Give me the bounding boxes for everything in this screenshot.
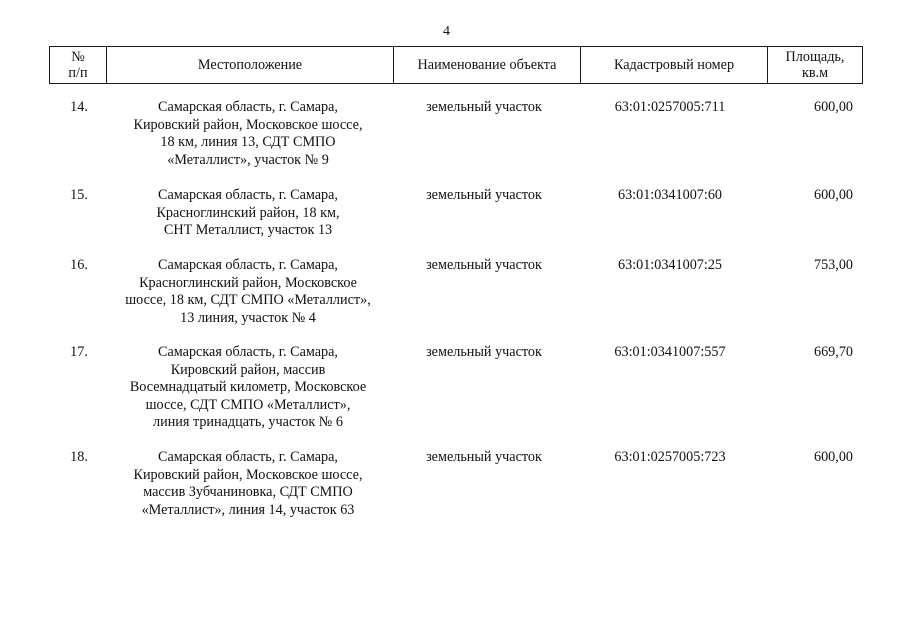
location-line: Кировский район, Московское шоссе, <box>133 116 363 133</box>
header-area-unit: кв.м <box>801 65 829 81</box>
location-line: Красноглинский район, 18 км, <box>156 204 340 221</box>
row-location <box>105 257 391 327</box>
row-number: 18. <box>70 449 88 465</box>
header-row <box>50 47 863 84</box>
row-cadastral: 63:01:0341007:557 <box>614 344 726 360</box>
location-line: «Металлист», участок № 9 <box>167 151 329 168</box>
row-object-name: земельный участок <box>426 344 542 360</box>
row-number: 14. <box>70 99 88 115</box>
row-cadastral: 63:01:0341007:60 <box>617 187 723 203</box>
location-line: шоссе, 18 км, СДТ СМПО «Металлист», <box>125 292 371 308</box>
row-object-name: земельный участок <box>426 257 542 273</box>
location-line: Самарская область, г. Самара, <box>158 257 338 273</box>
row-number: 16. <box>70 257 88 273</box>
row-cadastral: 63:01:0257005:723 <box>614 449 726 465</box>
row-location <box>105 344 391 432</box>
location-line: «Металлист», линия 14, участок 63 <box>141 501 355 518</box>
row-object-name: земельный участок <box>426 99 542 115</box>
row-number: 17. <box>70 344 88 360</box>
row-number: 15. <box>70 187 88 203</box>
row-area: 753,00 <box>813 257 853 273</box>
header-object-name: Наименование объекта <box>394 47 581 84</box>
location-line: массив Зубчаниновка, СДТ СМПО <box>143 484 353 500</box>
location-line: Кировский район, Московское шоссе, <box>133 466 363 483</box>
header-cadastral: Кадастровый номер <box>581 47 768 84</box>
location-line: Самарская область, г. Самара, <box>158 99 338 115</box>
header-num <box>50 47 107 84</box>
location-line: шоссе, СДТ СМПО «Металлист», <box>145 396 351 413</box>
location-line: Кировский район, массив <box>170 361 326 378</box>
location-line: Красноглинский район, Московское <box>139 274 357 291</box>
header-num-abbr: п/п <box>68 65 88 81</box>
row-object-name: земельный участок <box>426 187 542 203</box>
location-line: Самарская область, г. Самара, <box>158 344 338 360</box>
row-area: 669,70 <box>813 344 853 360</box>
row-object-name: земельный участок <box>426 449 542 465</box>
header-location: Местоположение <box>107 47 394 84</box>
row-area: 600,00 <box>813 99 853 115</box>
row-location <box>105 187 391 240</box>
location-line: Самарская область, г. Самара, <box>158 449 338 465</box>
row-cadastral: 63:01:0341007:25 <box>617 257 723 273</box>
header-area <box>768 47 863 84</box>
header-num-symbol: № <box>71 49 85 65</box>
row-area: 600,00 <box>813 187 853 203</box>
table-header <box>49 46 863 84</box>
row-location <box>105 99 391 169</box>
header-area-title: Площадь, <box>785 49 845 65</box>
location-line: 13 линия, участок № 4 <box>180 309 316 326</box>
page-number: 4 <box>443 24 450 39</box>
location-line: 18 км, линия 13, СДТ СМПО <box>160 134 336 150</box>
row-cadastral: 63:01:0257005:711 <box>614 99 726 115</box>
location-line: СНТ Металлист, участок 13 <box>163 222 333 238</box>
location-line: линия тринадцать, участок № 6 <box>153 414 343 430</box>
row-location <box>105 449 391 519</box>
location-line: Восемнадцатый километр, Московское <box>129 379 367 395</box>
row-area: 600,00 <box>813 449 853 465</box>
location-line: Самарская область, г. Самара, <box>158 187 338 203</box>
